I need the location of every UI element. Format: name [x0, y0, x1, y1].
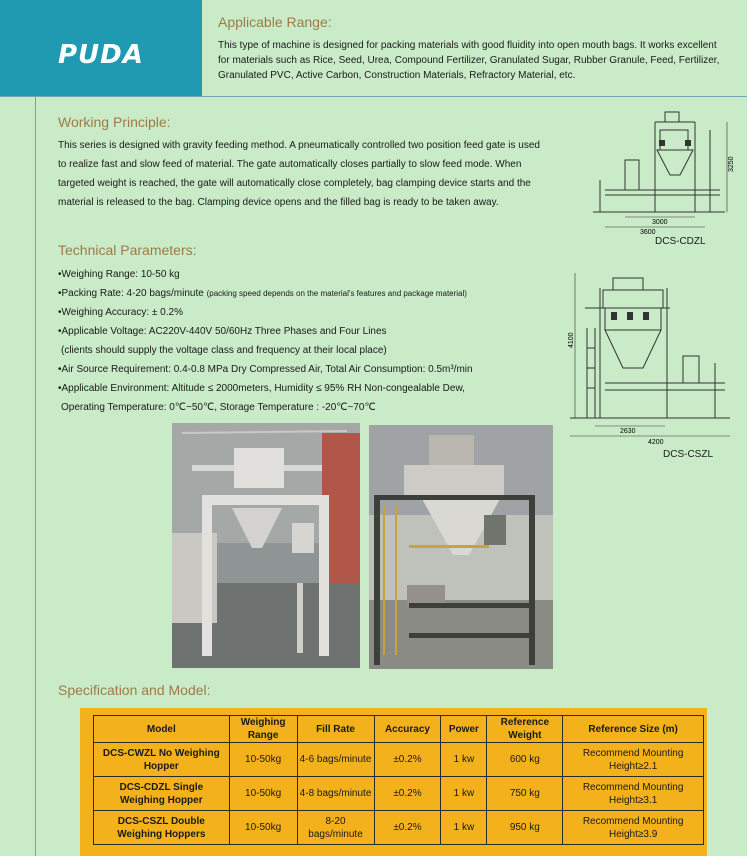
table-row — [94, 811, 704, 845]
cell-model: DCS-CDZL Single Weighing Hopper — [94, 777, 230, 811]
working-principle-text: This series is designed with gravity feeding method. A pneumatically controlled two position feed gate is used to realize fast and slow feed of material. The gate automatically closes partially to slow feed mode. When targeted weight is reached, the gate will automatically close completely, bag clamping device starts and the material is released to the bag. Clamping device opens and the filled bag is ready to be taken away. — [58, 140, 540, 208]
cell-power: 1 kw — [441, 777, 487, 811]
header-divider — [0, 96, 747, 97]
cell-fill: 4-8 bags/minute — [297, 777, 374, 811]
cdzl-drawing-label: DCS-CDZL — [655, 236, 706, 247]
cdzl-technical-drawing — [585, 100, 735, 235]
table-row — [94, 743, 704, 777]
machine-photo-single — [172, 423, 360, 668]
applicable-range-text: This type of machine is designed for packing materials with good fluidity into open mouth bags. It works excellent for materials such as Rice, Seed, Urea, Compound Fertilizer, Granulated Sugar, Rubber Granule, Feed, Fertilizer, Granulated PVC, Active Carbon, Construction Materials, Refractory Material, etc. — [218, 40, 720, 81]
param-air: •Air Source Requirement: 0.4-0.8 MPa Dry Compressed Air, Total Air Consumption: 0.5m³/min — [58, 364, 473, 375]
cell-model: DCS-CWZL No Weighing Hopper — [94, 743, 230, 777]
cdzl-dim-outer: 3600 — [640, 229, 656, 235]
cell-range: 10-50kg — [229, 777, 297, 811]
cell-model: DCS-CSZL Double Weighing Hoppers — [94, 811, 230, 845]
cell-weight: 950 kg — [487, 811, 563, 845]
specification-table — [93, 715, 704, 845]
brand-logo: PUDA — [58, 40, 144, 70]
cszl-feed-inlet — [613, 278, 643, 290]
cell-range: 10-50kg — [229, 811, 297, 845]
header-reference-weight: Reference Weight — [487, 716, 563, 743]
cell-power: 1 kw — [441, 811, 487, 845]
cell-weight: 600 kg — [487, 743, 563, 777]
header-model: Model — [94, 716, 230, 743]
specification-heading: Specification and Model: — [58, 682, 211, 698]
cszl-dim-outer: 4200 — [648, 439, 664, 446]
cell-accuracy: ±0.2% — [374, 743, 441, 777]
working-principle-heading: Working Principle: — [58, 114, 171, 130]
header-reference-size: Reference Size (m) — [563, 716, 704, 743]
cszl-drawing-label: DCS-CSZL — [663, 449, 714, 460]
param-voltage-note: (clients should supply the voltage class and frequency at their local place) — [61, 345, 387, 356]
cell-weight: 750 kg — [487, 777, 563, 811]
param-packing-rate-note: (packing speed depends on the material's features and package material) — [206, 289, 467, 298]
cszl-hopper-cone — [605, 330, 661, 368]
cell-accuracy: ±0.2% — [374, 811, 441, 845]
header-weighing-range: Weighing Range — [229, 716, 297, 743]
cell-size: Recommend Mounting Height≥3.9 — [563, 811, 704, 845]
cdzl-dim-inner: 3000 — [652, 219, 668, 226]
cell-fill: 8-20 bags/minute — [297, 811, 374, 845]
cell-power: 1 kw — [441, 743, 487, 777]
cszl-technical-drawing — [565, 268, 735, 446]
machine-photo-double — [369, 425, 553, 669]
cell-size: Recommend Mounting Height≥2.1 — [563, 743, 704, 777]
param-temperature: Operating Temperature: 0℃~50℃, Storage Temperature : -20℃~70℃ — [61, 402, 376, 413]
cdzl-dim-height: 3250 — [728, 156, 735, 172]
table-header-row — [94, 716, 704, 743]
param-packing-rate: •Packing Rate: 4-20 bags/minute (packing speed depends on the material's features and package material) — [58, 288, 467, 299]
margin-divider — [35, 96, 36, 856]
cdzl-hopper-cone — [657, 150, 693, 175]
param-voltage: •Applicable Voltage: AC220V-440V 50/60Hz Three Phases and Four Lines — [58, 326, 387, 337]
table-row — [94, 777, 704, 811]
header-accuracy: Accuracy — [374, 716, 441, 743]
cell-range: 10-50kg — [229, 743, 297, 777]
cell-accuracy: ±0.2% — [374, 777, 441, 811]
header-power: Power — [441, 716, 487, 743]
cell-fill: 4-6 bags/minute — [297, 743, 374, 777]
param-weighing-range: •Weighing Range: 10-50 kg — [58, 269, 180, 280]
param-environment: •Applicable Environment: Altitude ≤ 2000meters, Humidity ≤ 95% RH Non-congealable Dew, — [58, 383, 465, 394]
param-accuracy: •Weighing Accuracy: ± 0.2% — [58, 307, 183, 318]
technical-parameters-list — [58, 265, 558, 417]
specification-table-panel — [80, 708, 707, 856]
technical-parameters-heading: Technical Parameters: — [58, 242, 197, 258]
cszl-dim-height: 4100 — [568, 332, 575, 348]
applicable-range-heading: Applicable Range: — [218, 14, 332, 30]
header-fill-rate: Fill Rate — [297, 716, 374, 743]
cdzl-sewing-unit — [625, 160, 639, 190]
cell-size: Recommend Mounting Height≥3.1 — [563, 777, 704, 811]
cszl-dim-inner: 2630 — [620, 428, 636, 435]
